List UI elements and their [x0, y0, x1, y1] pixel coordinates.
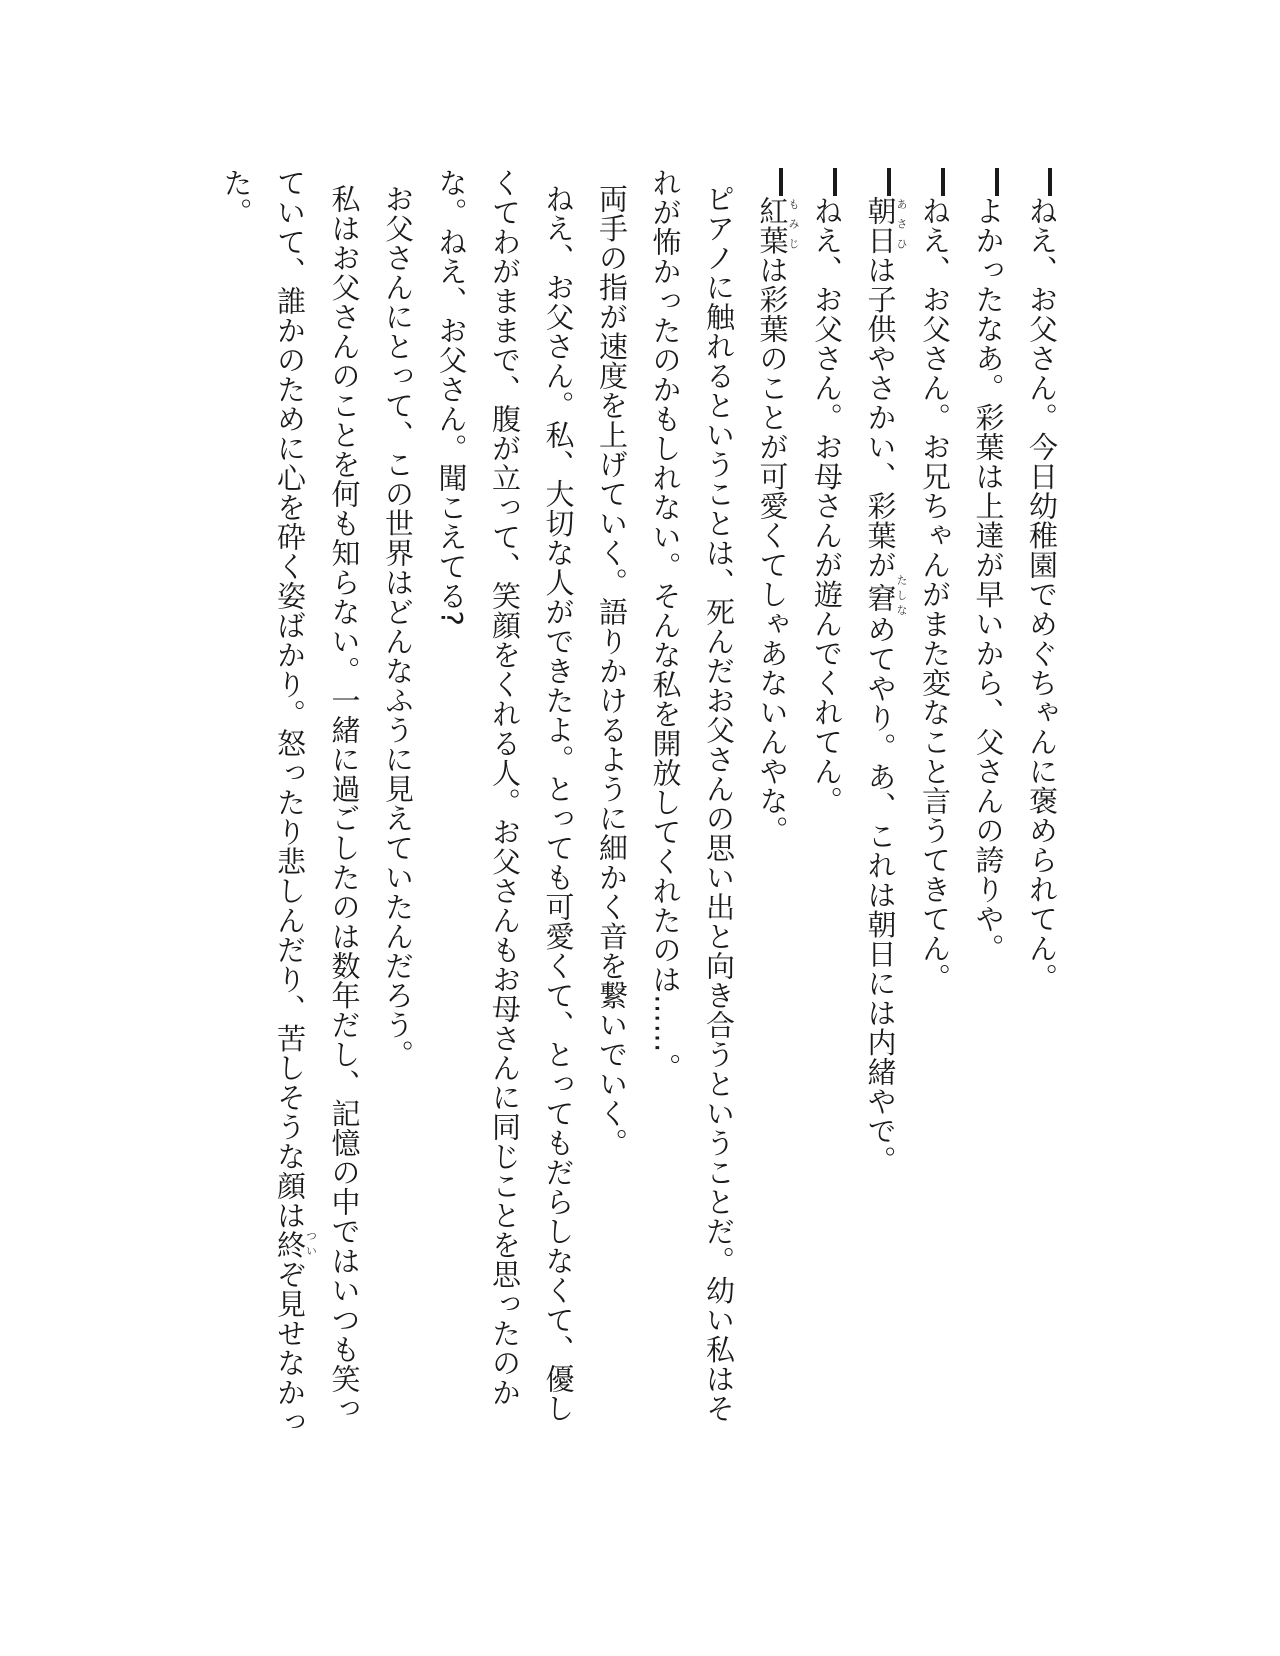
furigana: つい	[304, 1229, 318, 1260]
ruby-base: 終	[273, 1229, 307, 1260]
text-column	[908, 168, 962, 1458]
vertical-text-page	[209, 168, 1068, 1458]
dialogue-dash	[887, 168, 891, 196]
ruby-word	[273, 1229, 318, 1260]
text-column	[317, 168, 371, 1458]
text-segment: ていて、誰かのために心を砕く姿ばかり。怒ったり悲しんだり、苦しそうな顔は	[273, 168, 307, 1230]
dialogue-dash	[995, 168, 999, 196]
text-segment: ピアノに触れるということは、死んだお父さんの思い出と向き合うということだ。幼い私はそ	[702, 184, 736, 1423]
text-segment: ねえ、お父さん。私、大切な人ができたよ。とっても可愛くて、とってもだらしなくて、優し	[541, 184, 576, 1423]
text-column	[263, 168, 318, 1458]
text-segment: ねえ、お父さん。お兄ちゃんがまた変なこと言うてきてん。	[918, 196, 952, 993]
dialogue-dash	[941, 168, 945, 196]
text-segment: れが怖かったのかもしれない。そんな私を開放してくれたのは……。	[648, 168, 683, 1083]
text-segment: た。	[219, 168, 254, 227]
dialogue-dash	[833, 168, 837, 196]
text-segment: ねえ、お父さん。お母さんが遊んでくれてん。	[810, 196, 844, 816]
ruby-base: 窘	[863, 574, 898, 620]
text-column	[961, 168, 1015, 1458]
text-segment: めてやり。あ、これは朝日には内緒やで。	[863, 614, 898, 1175]
text-column	[209, 168, 263, 1458]
text-column	[745, 168, 800, 1458]
text-segment: は子供やさかい、彩葉が	[863, 255, 898, 580]
text-column	[692, 168, 746, 1458]
dialogue-dash	[1048, 168, 1052, 196]
text-column	[1015, 168, 1069, 1458]
ruby-word	[863, 574, 908, 620]
ruby-word	[863, 196, 908, 255]
furigana: あさひ	[895, 196, 908, 255]
text-column	[800, 168, 854, 1458]
text-segment: は彩葉のことが可愛くてしゃあないんやな。	[755, 255, 790, 845]
text-segment: 両手の指が速度を上げていく。語りかけるように細かく音を繋いでいく。	[595, 184, 629, 1158]
ruby-base: 紅葉	[755, 196, 790, 255]
dialogue-dash	[779, 168, 783, 196]
text-column	[478, 168, 532, 1458]
ruby-base: 朝日	[863, 196, 898, 255]
text-segment: よかったなあ。彩葉は上達が早いから、父さんの誇りや。	[971, 196, 1006, 963]
text-column	[638, 168, 692, 1458]
text-column	[585, 168, 639, 1458]
furigana: もみじ	[787, 196, 800, 255]
text-segment: な。ねえ、お父さん。聞こえてる?	[434, 168, 469, 627]
ruby-word	[755, 196, 800, 255]
text-column	[424, 168, 478, 1458]
text-segment: 私はお父さんのことを何も知らない。一緒に過ごしたのは数年だし、記憶の中ではいつも笑っ	[327, 184, 362, 1423]
text-segment: ねえ、お父さん。今日幼稚園でめぐちゃんに褒められてん。	[1025, 196, 1059, 993]
text-column	[371, 168, 425, 1458]
text-segment: くてわがままで、腹が立って、笑顔をくれる人。お父さんもお母さんに同じことを思ったのか	[488, 168, 522, 1407]
furigana: たしな	[895, 574, 908, 620]
text-segment: ぞ見せなかっ	[273, 1259, 307, 1437]
text-segment: お父さんにとって、この世界はどんなふうに見えていたんだろう。	[381, 184, 415, 1069]
text-column	[853, 168, 908, 1458]
text-column	[531, 168, 585, 1458]
